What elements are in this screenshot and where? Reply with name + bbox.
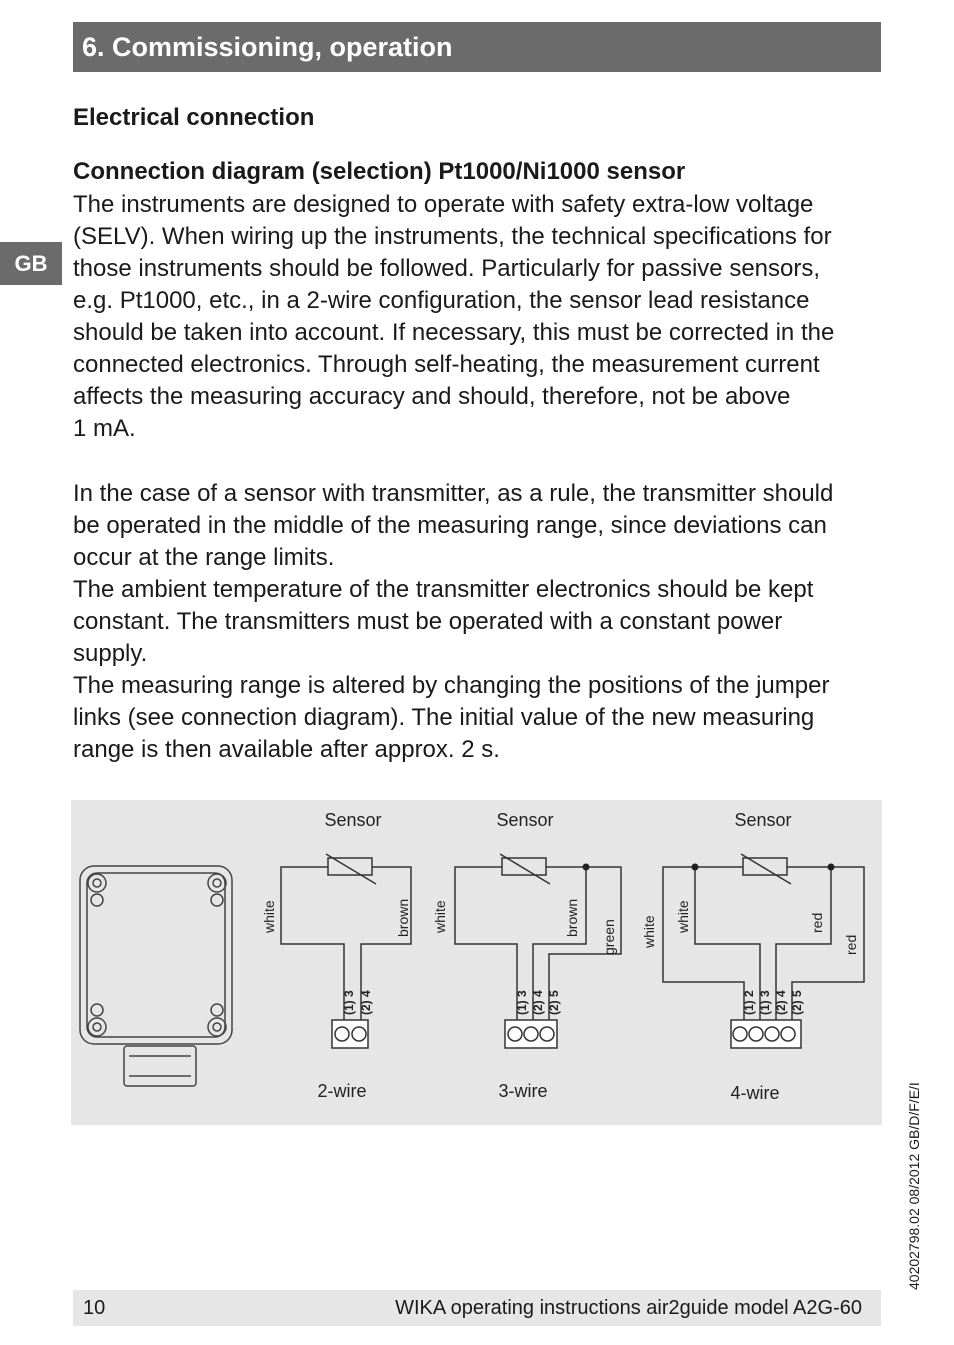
wiring-caption: 4-wire	[730, 1083, 780, 1103]
terminal-label: (2) 4	[359, 990, 373, 1015]
sensor-resistor	[741, 854, 791, 884]
page-footer	[73, 1290, 881, 1326]
paragraph-transmitter: In the case of a sensor with transmitter, as a rule, the transmitter should be operated in the middle of the measuring range, since deviations can occur at the range limits. The ambient temperature of the transmitter electronics should be kept constant. The transmitters must be operated with a constant power supply. The measuring range is altered by changing the positions of the jumper links (see connection diagram). The initial value of the new measuring range is then available after approx. 2 s.	[73, 480, 834, 763]
terminal-block	[505, 1020, 557, 1048]
junction-dot	[828, 864, 835, 871]
terminal-label: (1) 3	[515, 990, 529, 1015]
sensor-label: Sensor	[496, 810, 554, 830]
terminal-label: (1) 3	[342, 990, 356, 1015]
page-number: 10	[83, 1297, 106, 1319]
wire-label: white	[641, 915, 657, 948]
wiring-caption: 2-wire	[317, 1081, 367, 1101]
wire-label: brown	[564, 898, 580, 937]
junction-dot	[692, 864, 699, 871]
wiring-2-wire	[261, 810, 411, 1101]
junction-dot	[583, 864, 590, 871]
section-title: Electrical connection	[73, 104, 315, 131]
terminal-label: (2) 4	[774, 990, 788, 1015]
wire-label: red	[809, 912, 825, 933]
terminal-label: (2) 5	[547, 990, 561, 1015]
terminal-label: (2) 4	[531, 990, 545, 1015]
language-tab: GB	[0, 242, 62, 285]
wire-label: green	[601, 919, 617, 955]
terminal-label: (1) 3	[758, 990, 772, 1015]
section-header-bar	[73, 22, 881, 72]
sensor-label: Sensor	[324, 810, 382, 830]
wire-label: red	[843, 934, 859, 955]
terminal-label: (2) 5	[790, 990, 804, 1015]
paragraph-selv: The instruments are designed to operate with safety extra-low voltage (SELV). When wiring up the instruments, the technical specifications for those instruments should be followed. Particularly for passive sensors, e.g. Pt1000, etc., in a 2-wire configuration, the sensor lead resistance should be taken into account. If necessary, this must be corrected in the connected electronics. Through self-heating, the measurement current affects the measuring accuracy and should, therefore, not be above 1 mA.	[73, 191, 835, 442]
section-header-title: 6. Commissioning, operation	[82, 32, 453, 62]
connection-diagram	[71, 800, 882, 1125]
wiring-caption: 3-wire	[498, 1081, 548, 1101]
document-number: 40202798.02 08/2012 GB/D/F/E/I	[906, 1082, 922, 1290]
subsection-title: Connection diagram (selection) Pt1000/Ni1000 sensor	[73, 158, 686, 185]
terminal-label: (1) 2	[742, 990, 756, 1015]
footer-text: WIKA operating instructions air2guide model A2G-60	[395, 1297, 862, 1319]
terminal-block	[731, 1020, 801, 1048]
housing-drawing	[80, 866, 232, 1086]
sensor-resistor	[326, 854, 376, 884]
wire-label: white	[675, 900, 691, 933]
connection-diagram-drawing	[71, 800, 882, 1125]
wiring-3-wire	[432, 810, 621, 1101]
wire-label: white	[432, 900, 448, 933]
wire-label: white	[261, 900, 277, 933]
sensor-resistor	[500, 854, 550, 884]
wire-label: brown	[395, 898, 411, 937]
terminal-block	[332, 1020, 368, 1048]
sensor-label: Sensor	[734, 810, 792, 830]
wiring-4-wire	[641, 810, 864, 1103]
